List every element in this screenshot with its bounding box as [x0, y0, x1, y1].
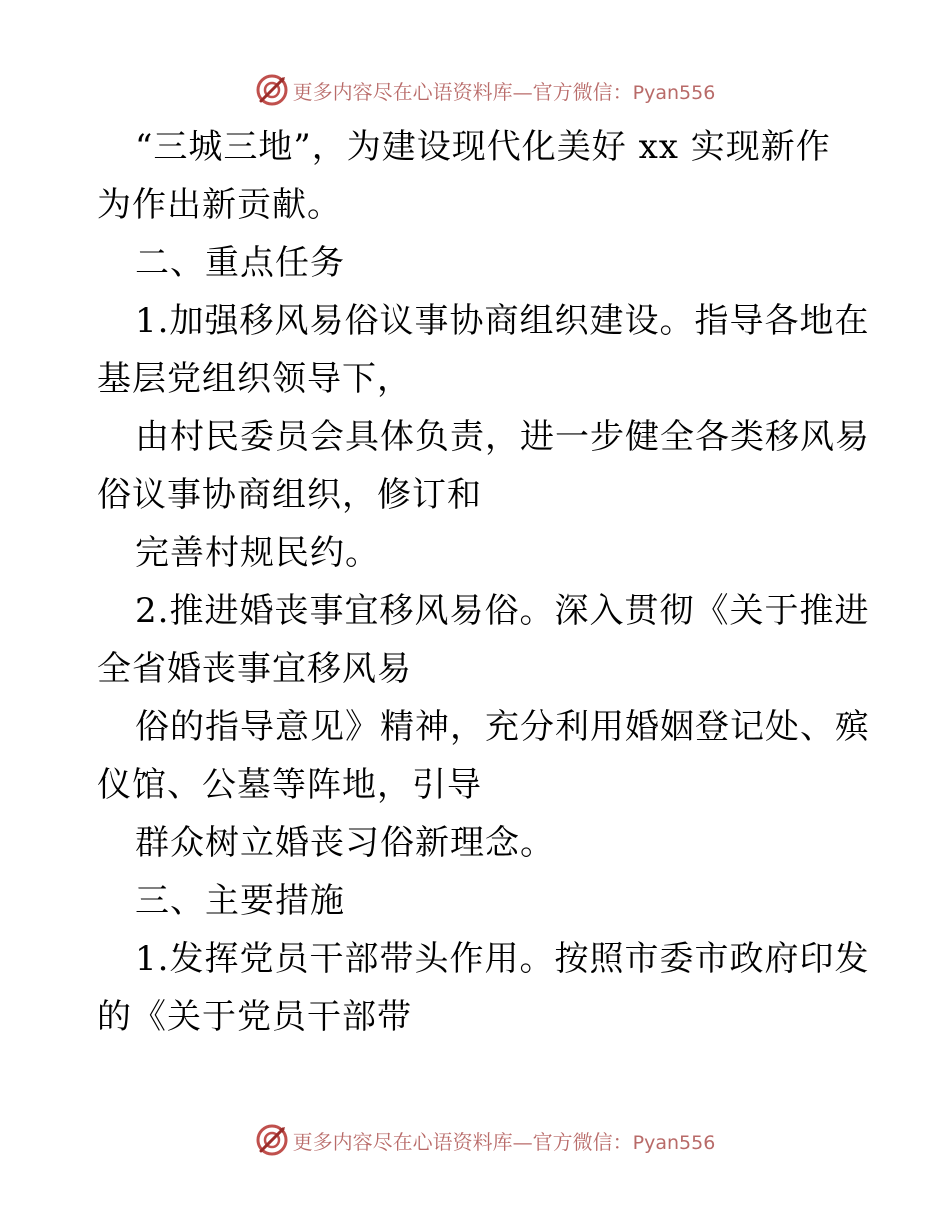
banner-promo	[293, 1126, 716, 1155]
text-line: “三城三地”，为建设现代化美好 xx 实现新作	[135, 127, 831, 167]
text-line: 俗的指导意见》精神，充分利用婚姻登记处、殡	[135, 707, 870, 747]
text-line: 由村民委员会具体负责，进一步健全各类移风易	[135, 417, 870, 457]
logo-icon	[255, 1123, 289, 1157]
banner-wechat-id: Pyan556	[632, 1131, 716, 1154]
banner-promo-text: 更多内容尽在心语资料库—官方微信：	[292, 1129, 633, 1154]
text-line: 2.推进婚丧事宜移风易俗。深入贯彻《关于推进	[135, 591, 870, 631]
text-line: 仪馆、公墓等阵地，引导	[97, 765, 482, 805]
text-line: 基层党组织领导下，	[97, 359, 412, 399]
text-line: 1.发挥党员干部带头作用。按照市委市政府印发	[135, 939, 870, 979]
banner-promo-text: 更多内容尽在心语资料库—官方微信：	[292, 79, 633, 104]
text-line: 俗议事协商组织，修订和	[97, 475, 482, 515]
logo-icon	[255, 73, 289, 107]
header-banner	[0, 70, 950, 110]
banner-wechat-id: Pyan556	[632, 81, 716, 104]
text-line: 1.加强移风易俗议事协商组织建设。指导各地在	[135, 301, 870, 341]
text-line: 全省婚丧事宜移风易	[97, 649, 412, 689]
text-line: 三、主要措施	[135, 881, 345, 921]
text-line: 的《关于党员干部带	[97, 997, 412, 1037]
text-line: 群众树立婚丧习俗新理念。	[135, 823, 555, 863]
document-body	[97, 118, 870, 1046]
footer-banner	[0, 1120, 950, 1160]
banner-promo	[293, 76, 716, 105]
text-line: 二、重点任务	[135, 243, 345, 283]
text-line: 为作出新贡献。	[97, 185, 342, 225]
text-line: 完善村规民约。	[135, 533, 380, 573]
